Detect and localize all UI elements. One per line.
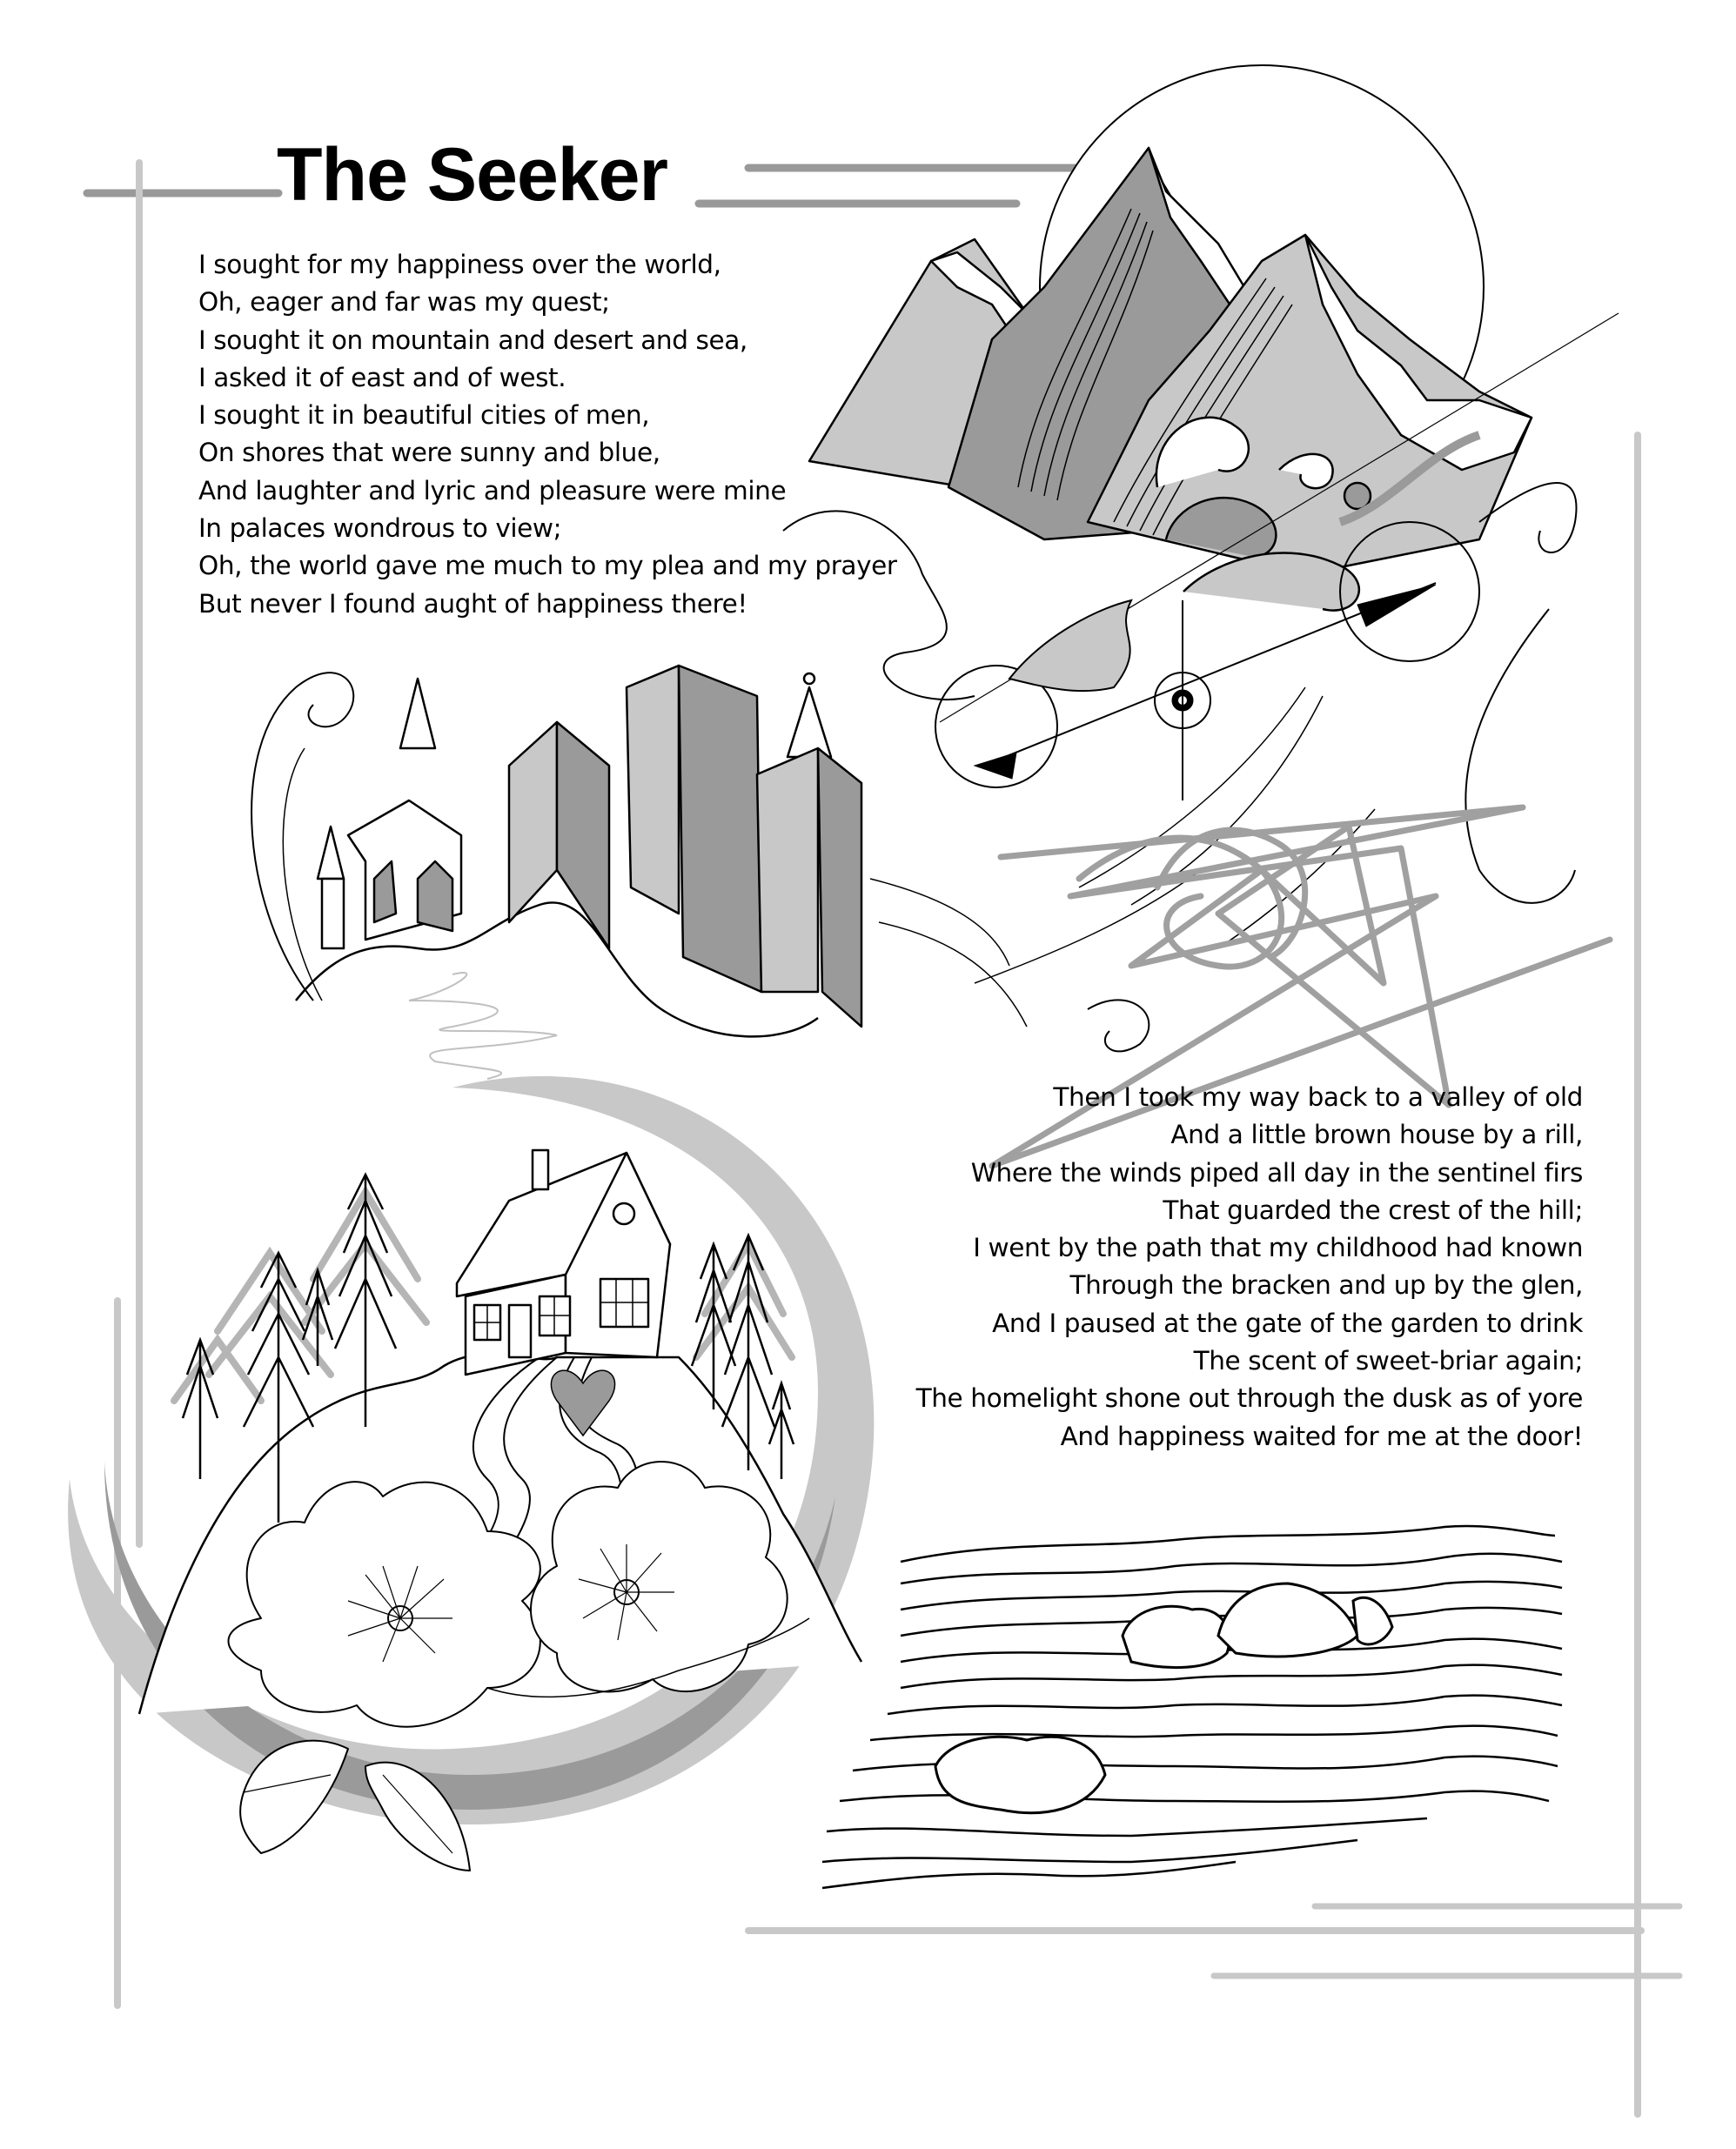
river-rock [1123,1606,1230,1667]
poem-line: I sought it on mountain and desert and sea, [198,325,747,355]
poem-line: And I paused at the gate of the garden to drink [992,1308,1583,1338]
fir-tree [183,1340,218,1479]
church-spire [400,679,435,748]
poem-line: And laughter and lyric and pleasure were mine [198,475,787,505]
compass-arrow-right [1357,585,1436,626]
poem-line: The homelight shone out through the dusk as of yore [915,1383,1583,1414]
stanza-2 [916,1079,1583,1456]
house-door [509,1305,531,1357]
smoke-scribble [409,973,557,1079]
river-rock [1353,1597,1392,1644]
compass-arrow-left [975,753,1016,779]
poem-line: I asked it of east and of west. [198,362,566,392]
poem-line: Oh, eager and far was my quest; [198,287,610,318]
poem-title: The Seeker [277,133,667,217]
building-3 [757,748,818,992]
poem-line: But never I found aught of happiness there! [198,588,747,619]
poem-line: On shores that were sunny and blue, [198,438,660,468]
church-small-spire [318,827,344,879]
poem-line: And a little brown house by a rill, [1170,1120,1583,1150]
poem-line: And happiness waited for me at the door! [1060,1421,1583,1451]
river-illustration [822,1526,1562,1888]
city-illustration [251,666,861,1036]
poem-line: Where the winds piped all day in the sentinel firs [970,1157,1583,1188]
poem-line: I sought it in beautiful cities of men, [198,400,650,431]
river-rock [1218,1583,1357,1657]
poem-line: Oh, the world gave me much to my plea and my prayer [198,551,897,581]
poem-line: Through the bracken and up by the glen, [1069,1270,1583,1301]
poem-line: I went by the path that my childhood had known [973,1233,1583,1263]
building-2-side [679,666,761,992]
stanza-1 [198,246,897,623]
river-rock [935,1737,1105,1812]
poem-line: Then I took my way back to a valley of old [1053,1082,1583,1112]
building-3-spire [788,687,831,757]
building-1 [509,722,557,922]
building-2 [627,666,679,914]
fir-tree [769,1383,794,1479]
building-1-side [557,722,609,948]
building-3-side [818,748,861,1027]
poem-line: In palaces wondrous to view; [198,513,562,544]
poem-line: That guarded the crest of the hill; [1163,1195,1583,1225]
poem-line: The scent of sweet-briar again; [1193,1346,1583,1376]
city-swirl [251,673,353,1001]
house-chimney [533,1150,548,1189]
poem-line: I sought for my happiness over the world, [198,250,721,279]
